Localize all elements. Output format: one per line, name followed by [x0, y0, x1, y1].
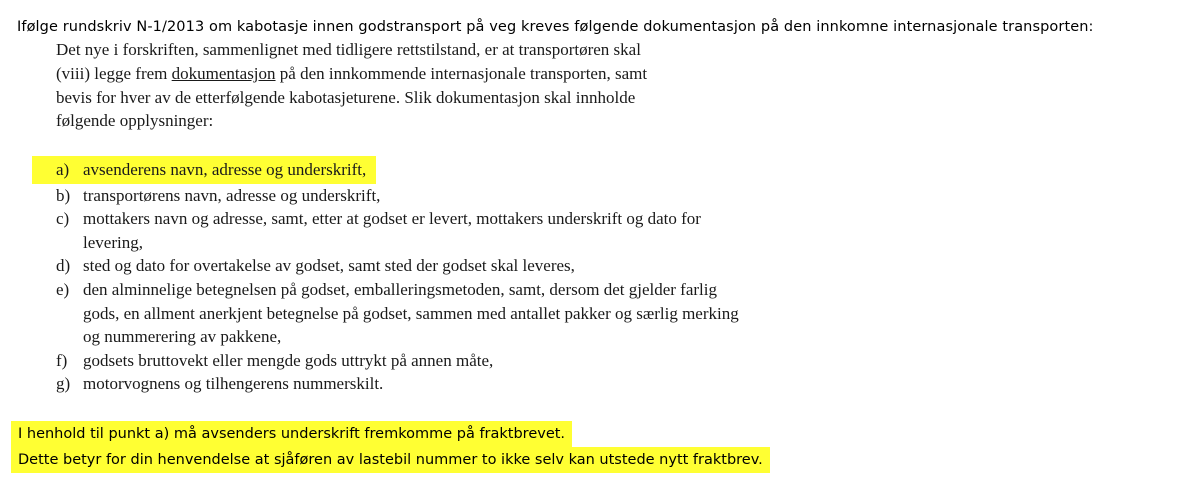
list-item-b	[56, 184, 776, 208]
list-item-g	[56, 372, 776, 396]
list-marker: b)	[56, 185, 71, 205]
list-item-text: mottakers navn og adresse, samt, etter at godset er levert, mottakers underskrift og dato for levering,	[83, 209, 701, 252]
list-marker: d)	[56, 256, 71, 276]
list-item-e	[56, 278, 776, 349]
highlight-mark	[32, 156, 376, 184]
list-marker: c)	[56, 209, 70, 229]
list-marker: e)	[56, 279, 70, 299]
list-item-text: avsenderens navn, adresse og underskrift,	[83, 160, 367, 179]
excerpt-line-3: bevis for hver av de etterfølgende kabotasjeturene. Slik dokumentasjon skal innholde	[56, 87, 636, 107]
excerpt-line-2	[56, 62, 756, 86]
list-marker: a)	[56, 160, 70, 179]
excerpt-line-1: Det nye i forskriften, sammenlignet med tidligere rettstilstand, er at transportøren skal	[56, 40, 641, 59]
excerpt-line-2-end: på den innkommende internasjonale transporten, samt	[275, 63, 648, 83]
list-item-text: den alminnelige betegnelsen på godset, emballeringsmetoden, samt, dersom det gjelder farlig gods, en allment anerkjent betegnelse på godset, sammen med antallet pakker og særlig merking og nummerering av pakkene,	[83, 279, 739, 347]
conclusion-line-1: I henhold til punkt a) må avsenders underskrift fremkomme på fraktbrevet.	[11, 421, 572, 447]
list-item-c	[56, 207, 776, 254]
list-marker: g)	[56, 374, 71, 394]
intro-text: Ifølge rundskriv N-1/2013 om kabotasje innen godstransport på veg kreves følgende dokumentasjon på den innkomne internasjonale transporten:	[17, 19, 1094, 35]
quoted-excerpt	[56, 38, 756, 133]
list-item-d	[56, 254, 776, 278]
requirements-list	[56, 156, 776, 396]
list-item-a	[56, 156, 776, 184]
list-item-text: motorvognens og tilhengerens nummerskilt.	[83, 374, 384, 394]
list-marker: f)	[56, 350, 68, 370]
excerpt-line-4: følgende opplysninger:	[56, 111, 214, 131]
list-item-text: sted og dato for overtakelse av godset, samt sted der godset skal leveres,	[83, 256, 575, 276]
list-item-text: transportørens navn, adresse og underskrift,	[83, 185, 381, 205]
excerpt-line-2-start: (viii) legge frem	[56, 63, 172, 83]
list-item-f	[56, 349, 776, 373]
list-item-text: godsets bruttovekt eller mengde gods uttrykt på annen måte,	[83, 350, 494, 370]
underlined-term: dokumentasjon	[171, 63, 276, 83]
conclusion-line-2: Dette betyr for din henvendelse at sjåføren av lastebil nummer to ikke selv kan utstede nytt fraktbrev.	[11, 447, 770, 473]
conclusion-block	[11, 421, 770, 473]
